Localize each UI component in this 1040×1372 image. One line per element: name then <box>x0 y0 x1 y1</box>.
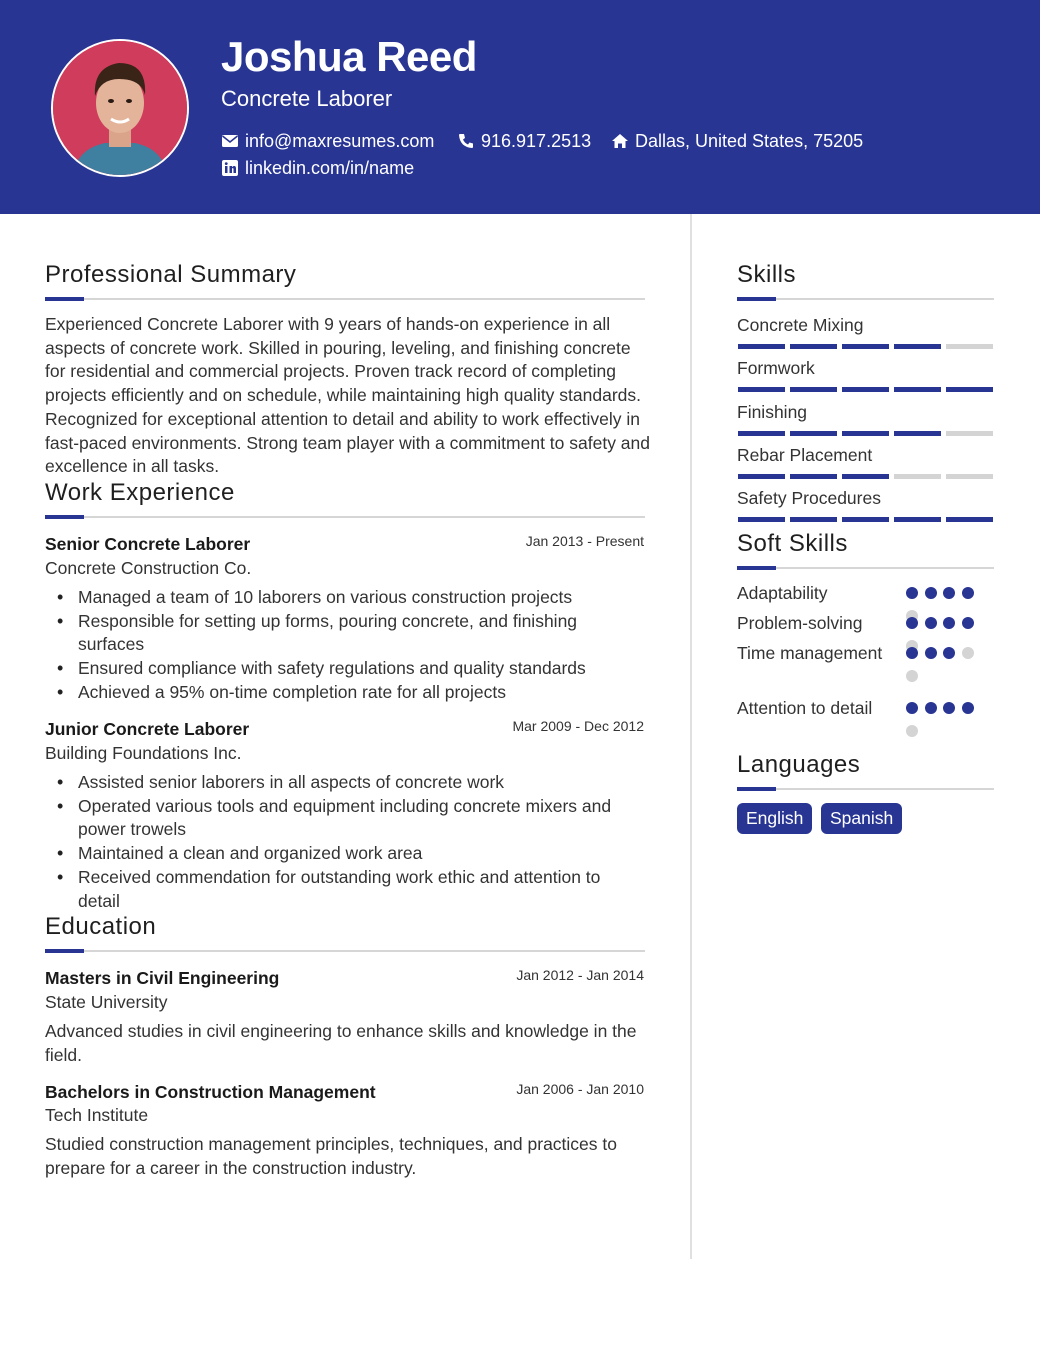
skill-level-segment <box>946 387 993 392</box>
degree-title: Masters in Civil Engineering <box>45 968 280 988</box>
rating-dot <box>906 725 918 737</box>
rating-dot <box>925 702 937 714</box>
rating-dot <box>906 617 918 629</box>
job-company: Building Foundations Inc. <box>45 743 242 763</box>
education-date: Jan 2012 - Jan 2014 <box>516 967 644 983</box>
soft-skill-name: Problem-solving <box>737 613 863 633</box>
rating-dot <box>943 617 955 629</box>
contact-phone[interactable] <box>457 130 591 152</box>
job-date: Jan 2013 - Present <box>525 533 644 549</box>
skill-level-segment <box>946 431 993 436</box>
candidate-role: Concrete Laborer <box>221 86 393 111</box>
rating-dot <box>925 647 937 659</box>
skill-level-bar <box>738 474 993 479</box>
linkedin-text: linkedin.com/in/name <box>245 158 415 178</box>
job-bullets <box>45 586 645 705</box>
summary-rule <box>45 298 645 300</box>
list-item: • Assisted senior laborers in all aspects of concrete work <box>45 771 645 795</box>
rating-dot <box>962 587 974 599</box>
list-item: • Maintained a clean and organized work area <box>45 842 645 866</box>
skill-level-segment <box>790 344 837 349</box>
language-badge: English <box>737 803 812 834</box>
rating-dot <box>962 702 974 714</box>
skill-level-bar <box>738 431 993 436</box>
email-text: info@maxresumes.com <box>245 131 435 151</box>
skill-level-segment <box>894 474 941 479</box>
rating-dot <box>962 617 974 629</box>
skill-level-segment <box>842 474 889 479</box>
contact-location <box>611 130 863 152</box>
contact-email[interactable] <box>221 130 434 152</box>
education-desc: Studied construction management principles, techniques, and practices to prepare for a career in the construction industry. <box>45 1134 617 1178</box>
skill-level-segment <box>842 387 889 392</box>
languages-rule <box>737 788 994 790</box>
avatar <box>51 39 189 177</box>
skill-name: Safety Procedures <box>737 488 881 509</box>
list-item: • Managed a team of 10 laborers on various construction projects <box>45 586 645 610</box>
skill-level-bar <box>738 517 993 522</box>
soft-skill-name: Time management <box>737 643 883 663</box>
list-item: • Achieved a 95% on-time completion rate for all projects <box>45 681 645 705</box>
candidate-name: Joshua Reed <box>221 33 477 80</box>
rating-dot <box>906 647 918 659</box>
skill-level-segment <box>946 474 993 479</box>
skill-level-segment <box>894 517 941 522</box>
column-divider <box>690 214 692 1259</box>
list-item: • Operated various tools and equipment including concrete mixers and power trowels <box>45 795 645 842</box>
soft-skills-heading: Soft Skills <box>737 530 848 557</box>
education-heading: Education <box>45 913 157 940</box>
skill-name: Rebar Placement <box>737 444 873 465</box>
experience-rule <box>45 516 645 518</box>
skill-level-segment <box>894 344 941 349</box>
job-company: Concrete Construction Co. <box>45 558 252 578</box>
envelope-icon <box>221 132 239 150</box>
soft-skills-rule <box>737 567 994 569</box>
list-item: • Ensured compliance with safety regulations and quality standards <box>45 657 645 681</box>
summary-text: Experienced Concrete Laborer with 9 years of hands-on experience in all aspects of concrete work. Skilled in pouring, leveling, and finishing concrete for residential and commercial projects. Proven track record of completing projects efficiently and on schedule, while maintaining high quality standards. Recognized for exceptional attention to detail and ability to work effectively in fast-paced environments. Strong team player with a commitment to safety and excellence in all tasks. <box>45 314 651 477</box>
skills-heading: Skills <box>737 261 797 288</box>
skill-name: Concrete Mixing <box>737 315 864 335</box>
skill-level-segment <box>738 517 785 522</box>
skill-level-segment <box>738 431 785 436</box>
soft-skill-name: Adaptability <box>737 583 828 603</box>
skill-level-segment <box>842 344 889 349</box>
school-name: Tech Institute <box>45 1105 149 1125</box>
skills-rule <box>737 298 994 300</box>
skill-level-segment <box>894 387 941 392</box>
education-date: Jan 2006 - Jan 2010 <box>516 1081 644 1097</box>
home-icon <box>611 132 629 150</box>
skill-level-bar <box>738 387 993 392</box>
language-badge: Spanish <box>821 803 902 834</box>
rating-dot <box>906 702 918 714</box>
skill-level-segment <box>738 387 785 392</box>
education-rule <box>45 950 645 952</box>
avatar-photo <box>53 41 187 175</box>
rating-dot <box>925 587 937 599</box>
skill-level-segment <box>738 474 785 479</box>
rating-dot <box>962 647 974 659</box>
soft-skill-name: Attention to detail <box>737 698 873 718</box>
job-bullets <box>45 771 645 913</box>
skill-level-segment <box>946 344 993 349</box>
phone-text: 916.917.2513 <box>481 131 592 151</box>
experience-heading: Work Experience <box>45 479 235 506</box>
skill-level-segment <box>842 431 889 436</box>
summary-heading: Professional Summary <box>45 261 297 288</box>
skill-name: Finishing <box>737 401 808 422</box>
skill-level-segment <box>790 517 837 522</box>
skill-level-segment <box>738 344 785 349</box>
location-text: Dallas, United States, 75205 <box>635 131 864 151</box>
job-title: Junior Concrete Laborer <box>45 719 250 739</box>
resume-header <box>0 0 1040 214</box>
list-item: • Responsible for setting up forms, pouring concrete, and finishing surfaces <box>45 610 645 657</box>
skill-level-segment <box>946 517 993 522</box>
skill-level-segment <box>790 474 837 479</box>
job-date: Mar 2009 - Dec 2012 <box>512 718 644 734</box>
skill-level-bar <box>738 344 993 349</box>
skill-level-segment <box>790 387 837 392</box>
degree-title: Bachelors in Construction Management <box>45 1082 376 1102</box>
rating-dot <box>943 647 955 659</box>
list-item: • Received commendation for outstanding work ethic and attention to detail <box>45 866 645 913</box>
contact-linkedin[interactable] <box>221 157 414 179</box>
school-name: State University <box>45 992 168 1012</box>
rating-dot <box>906 670 918 682</box>
rating-dot <box>943 702 955 714</box>
education-desc: Advanced studies in civil engineering to enhance skills and knowledge in the field. <box>45 1021 637 1065</box>
rating-dot <box>906 587 918 599</box>
skill-level-segment <box>842 517 889 522</box>
job-title: Senior Concrete Laborer <box>45 534 251 554</box>
phone-icon <box>457 132 475 150</box>
skill-level-segment <box>790 431 837 436</box>
rating-dot <box>943 587 955 599</box>
skill-name: Formwork <box>737 358 815 379</box>
skill-level-segment <box>894 431 941 436</box>
rating-dot <box>925 617 937 629</box>
languages-heading: Languages <box>737 751 861 778</box>
linkedin-icon <box>221 159 239 177</box>
